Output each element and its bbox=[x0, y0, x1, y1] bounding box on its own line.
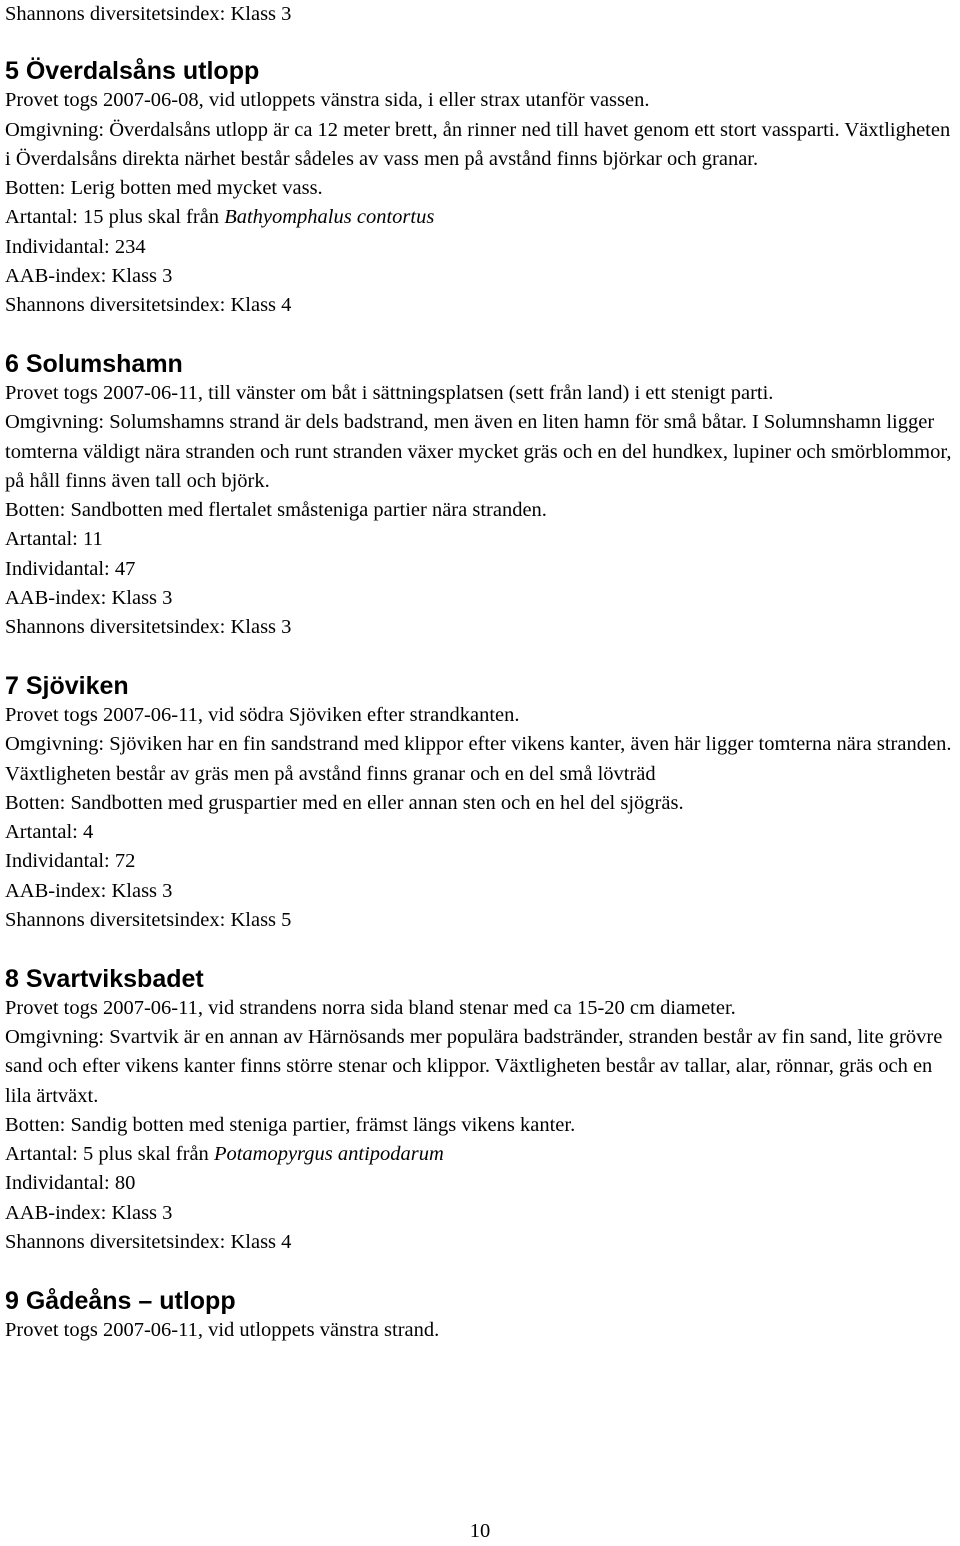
section-7 bbox=[5, 672, 957, 935]
sample-line: Provet togs 2007-06-11, vid strandens norra sida bland stenar med ca 15-20 cm diameter. bbox=[5, 996, 736, 1019]
individual-count-line: Individantal: 72 bbox=[5, 850, 136, 873]
surroundings-paragraph: Omgivning: Sjöviken har en fin sandstrand med klippor efter vikens kanter, även här ligger tomterna nära stranden. Växtligheten består av gräs men på avstånd finns granar och en del små lövträd bbox=[5, 733, 952, 785]
section-heading: 8 Svartviksbadet bbox=[5, 964, 204, 993]
sample-line: Provet togs 2007-06-11, till vänster om båt i sättningsplatsen (sett från land) i ett stenigt parti. bbox=[5, 381, 774, 404]
bottom-line: Botten: Sandbotten med flertalet småsteniga partier nära stranden. bbox=[5, 499, 547, 522]
surroundings-paragraph: Omgivning: Svartvik är en annan av Härnösands mer populära badstränder, stranden består av fin sand, lite grövre sand och efter vikens kanter finns större stenar och klippor. Växtligheten består av tallar, alar, rönnar, gräs och en lila ärtväxt. bbox=[5, 1025, 943, 1107]
spacer bbox=[5, 643, 957, 672]
species-name: Bathyomphalus contortus bbox=[224, 206, 435, 229]
individual-count-line: Individantal: 234 bbox=[5, 235, 146, 258]
bottom-line: Botten: Lerig botten med mycket vass. bbox=[5, 177, 323, 200]
species-count-line: Artantal: 11 bbox=[5, 528, 103, 551]
aab-index-line: AAB-index: Klass 3 bbox=[5, 587, 173, 610]
shannon-index-line: Shannons diversitetsindex: Klass 4 bbox=[5, 294, 292, 317]
sample-line: Provet togs 2007-06-08, vid utloppets vänstra sida, i eller strax utanför vassen. bbox=[5, 89, 650, 112]
individual-count-line: Individantal: 47 bbox=[5, 557, 136, 580]
page-number: 10 bbox=[469, 1520, 491, 1542]
bottom-line: Botten: Sandig botten med steniga partier, främst längs vikens kanter. bbox=[5, 1113, 576, 1136]
species-name: Potamopyrgus antipodarum bbox=[213, 1143, 444, 1166]
spacer bbox=[5, 1257, 957, 1286]
section-9 bbox=[5, 1287, 957, 1345]
shannon-index-line: Shannons diversitetsindex: Klass 5 bbox=[5, 909, 292, 932]
species-count-text: Artantal: 5 plus skal från bbox=[5, 1143, 214, 1166]
bottom-line: Botten: Sandbotten med gruspartier med en eller annan sten och en hel del sjögräs. bbox=[5, 791, 684, 814]
section-6 bbox=[5, 350, 957, 643]
section-5 bbox=[5, 57, 957, 320]
sample-line: Provet togs 2007-06-11, vid utloppets vänstra strand. bbox=[5, 1318, 440, 1341]
shannon-index-line: Shannons diversitetsindex: Klass 4 bbox=[5, 1230, 292, 1253]
section-heading: 7 Sjöviken bbox=[5, 671, 129, 700]
individual-count-line: Individantal: 80 bbox=[5, 1172, 136, 1195]
species-count-line: Artantal: 4 bbox=[5, 821, 94, 844]
section-heading: 5 Överdalsåns utlopp bbox=[5, 57, 260, 86]
surroundings-paragraph: Omgivning: Överdalsåns utlopp är ca 12 meter brett, ån rinner ned till havet genom ett stort vassparti. Växtligheten i Överdalsåns direkta närhet består sådeles av vass men på avstånd finns björkar och granar. bbox=[5, 118, 951, 170]
species-count-line bbox=[5, 1140, 957, 1169]
spacer bbox=[5, 935, 957, 964]
spacer bbox=[5, 321, 957, 350]
surroundings-paragraph: Omgivning: Solumshamns strand är dels badstrand, men även en liten hamn för små båtar. I Solumnshamn ligger tomterna väldigt nära stranden och runt stranden växer mycket gräs och en del hundkex, lupiner och smörblommor, på håll finns även tall och björk. bbox=[5, 411, 952, 492]
species-count-text: Artantal: 15 plus skal från bbox=[5, 206, 225, 229]
aab-index-line: AAB-index: Klass 3 bbox=[5, 879, 173, 902]
aab-index-line: AAB-index: Klass 3 bbox=[5, 265, 173, 288]
document-page bbox=[5, 0, 957, 1345]
sample-line: Provet togs 2007-06-11, vid södra Sjöviken efter strandkanten. bbox=[5, 703, 520, 726]
aab-index-line: AAB-index: Klass 3 bbox=[5, 1201, 173, 1224]
section-8 bbox=[5, 965, 957, 1258]
shannon-index-line: Shannons diversitetsindex: Klass 3 bbox=[5, 3, 292, 25]
shannon-index-line: Shannons diversitetsindex: Klass 3 bbox=[5, 616, 292, 639]
species-count-line bbox=[5, 203, 957, 232]
section-heading: 6 Solumshamn bbox=[5, 349, 183, 378]
section-heading: 9 Gådeåns – utlopp bbox=[5, 1286, 236, 1315]
